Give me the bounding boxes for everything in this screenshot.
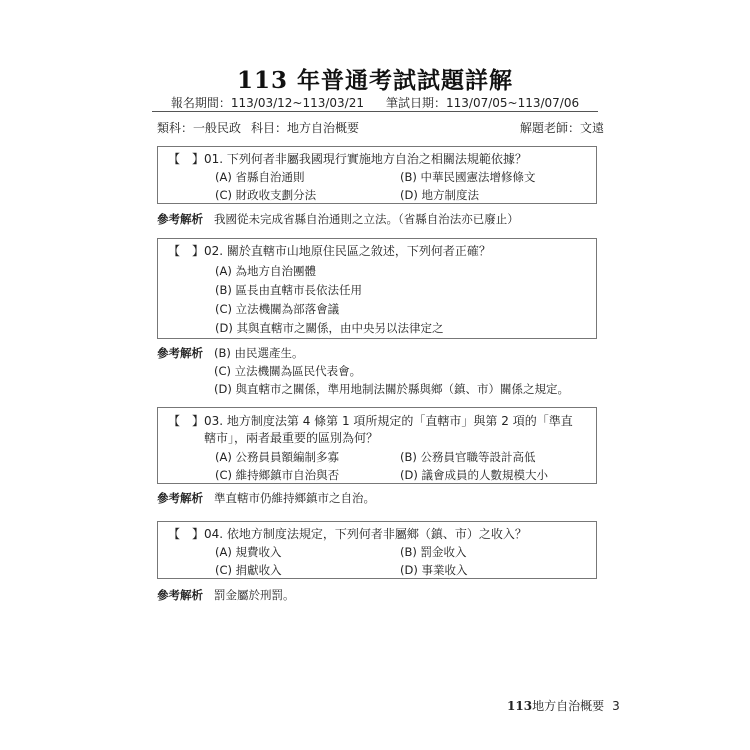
question-stem-04 [168,526,204,543]
option-a: (A) 省縣自治通則 [215,170,305,184]
answer-bracket: 【 】 [168,244,205,258]
footer-title: 地方自治概要 [532,699,605,713]
question-stem-02 [168,243,204,260]
page-number: 3 [612,699,620,713]
option-b: (B) 公務員官職等設計高低 [400,450,536,464]
option-b: (B) 中華民國憲法增修條文 [400,170,536,184]
question-text-02: 02. 關於直轄市山地原住民區之敘述，下列何者正確？ [204,244,491,258]
option-c: (C) 財政收支劃分法 [215,188,317,202]
question-box-03 [157,407,597,484]
answer-bracket: 【 】 [168,414,205,428]
option-b: (B) 罰金收入 [400,545,467,559]
answer-text-04: 罰金屬於刑罰。 [214,588,295,602]
option-a: (A) 規費收入 [215,545,282,559]
option-c: (C) 捐獻收入 [215,563,282,577]
question-stem-03 [168,413,204,430]
answer-text-02-d: (D) 與直轄市之關係，準用地制法關於縣與鄉（鎮、市）關係之規定。 [214,382,569,396]
question-box-04 [157,521,597,579]
answer-bracket: 【 】 [168,527,205,541]
exam-periods [0,94,750,111]
option-b: (B) 區長由直轄市長依法任用 [215,283,363,297]
teacher-label: 解題老師：文遠 [520,121,605,135]
exam-meta [157,119,359,136]
question-text-04: 04. 依地方制度法規定，下列何者非屬鄉（鎮、市）之收入？ [204,527,527,541]
page-footer [507,697,620,714]
answer-text-02-b: (B) 由民選產生。 [214,346,304,360]
answer-text-01: 我國從未完成省縣自治通則之立法。（省縣自治法亦已廢止） [214,212,519,226]
footer-year: 113 [507,699,533,713]
registration-period: 報名期間：113/03/12~113/03/21 [170,96,364,110]
subject-label: 科目：地方自治概要 [251,121,360,135]
answer-text-02-c: (C) 立法機關為區民代表會。 [214,364,362,378]
category-label: 類科：一般民政 [157,121,242,135]
answer-label-01: 參考解析 [157,212,203,226]
answer-bracket: 【 】 [168,152,205,166]
option-d: (D) 議會成員的人數規模大小 [400,468,548,482]
header-divider [152,111,598,112]
answer-label-03: 參考解析 [157,491,203,505]
question-text-01: 01. 下列何者非屬我國現行實施地方自治之相關法規範依據？ [204,152,527,166]
option-c: (C) 維持鄉鎮市自治與否 [215,468,340,482]
answer-label-04: 參考解析 [157,588,203,602]
option-d: (D) 地方制度法 [400,188,479,202]
option-c: (C) 立法機關為部落會議 [215,302,340,316]
question-box-01 [157,146,597,204]
answer-text-03: 準直轄市仍維持鄉鎮市之自治。 [214,491,375,505]
question-box-02 [157,238,597,339]
question-text-03: 03. 地方制度法第 4 條第 1 項所規定的「直轄市」與第 2 項的「準直轄市」，兩者最重要的區別為何？ [204,414,573,445]
option-d: (D) 其與直轄市之關係，由中央另以法律定之 [215,321,444,335]
option-a: (A) 公務員員額編制多寡 [215,450,339,464]
exam-date: 筆試日期：113/07/05~113/07/06 [386,96,580,110]
answer-label-02: 參考解析 [157,346,203,360]
question-stem-01 [168,151,204,168]
option-a: (A) 為地方自治團體 [215,264,316,278]
option-d: (D) 事業收入 [400,563,468,577]
page-title: 113 年普通考試試題詳解 [236,67,514,94]
